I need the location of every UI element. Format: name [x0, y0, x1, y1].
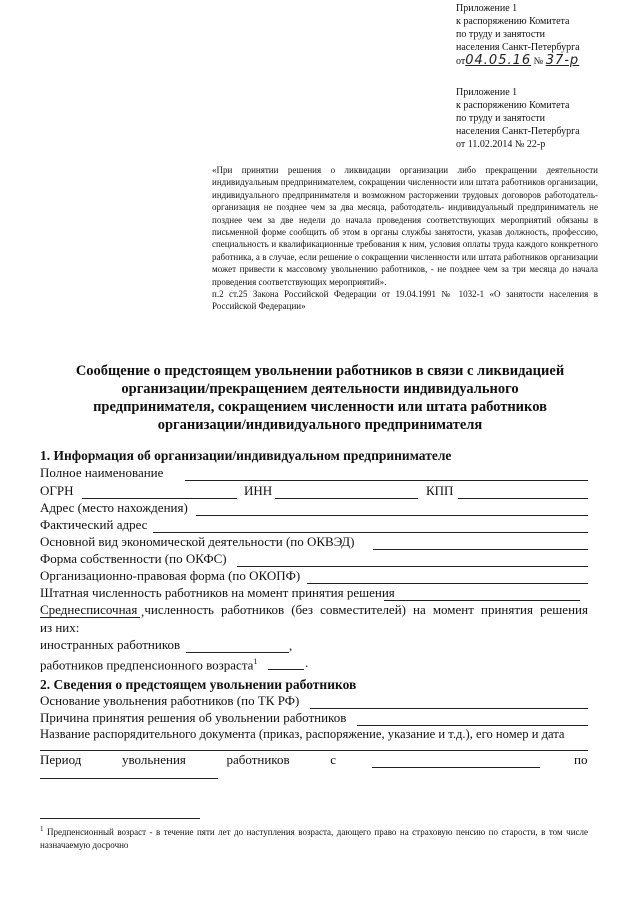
avg-count-label	[40, 602, 588, 617]
appendix-current	[456, 2, 626, 68]
avg-count-comma: ,	[141, 604, 145, 619]
appendix-line: Приложение 1	[456, 3, 518, 14]
footnote-rule	[40, 818, 200, 819]
appendix-line: Приложение 1	[456, 87, 518, 98]
okved-field[interactable]	[373, 549, 588, 550]
avg-word: момент	[432, 602, 474, 617]
dismissal-basis-label: Основание увольнения работников (по ТК РФ)	[40, 693, 300, 708]
avg-word: численность	[144, 602, 214, 617]
appendix-number-prefix: №	[533, 56, 544, 67]
footnote-mark: 1	[40, 825, 44, 833]
foreign-workers-comma: ,	[289, 638, 293, 653]
appendix-date-prefix: от	[456, 56, 466, 67]
full-name-label: Полное наименование	[40, 465, 164, 480]
avg-word: решения	[540, 602, 588, 617]
appendix-date-line	[456, 54, 626, 68]
foreign-workers-field[interactable]	[186, 652, 289, 653]
avg-count-field[interactable]	[40, 617, 140, 618]
period-word: работников	[226, 752, 290, 767]
okopf-label: Организационно-правовая форма (по ОКОПФ)	[40, 568, 301, 583]
quote-source: п.2 ст.25 Закона Российской Федерации от 19.04.1991 № 1032-1 «О занятости населения в Российской Федерации»	[212, 289, 598, 312]
avg-word: принятия	[481, 602, 533, 617]
period-word: увольнения	[121, 752, 186, 767]
inn-field[interactable]	[275, 498, 418, 499]
kpp-field[interactable]	[458, 498, 588, 499]
dismissal-reason-label: Причина принятия решения об увольнении работников	[40, 710, 347, 725]
ogrn-label: ОГРН	[40, 483, 74, 498]
avg-word: Среднесписочная	[40, 602, 138, 617]
actual-address-field[interactable]	[153, 532, 588, 533]
footnote-text: Предпенсионный возраст - в течение пяти лет до наступления возраста, дающего право на страховую пенсию по старости, в том числе назначаемую досрочно	[40, 827, 589, 850]
prepension-text: работников предпенсионного возраста	[40, 657, 254, 673]
period-from-field[interactable]	[372, 767, 540, 768]
ogrn-field[interactable]	[82, 498, 237, 499]
avg-word: совместителей)	[320, 602, 406, 617]
appendix-line: к распоряжению Комитета	[456, 16, 570, 27]
section1-heading: 1. Информация об организации/индивидуальном предпринимателе	[40, 448, 452, 463]
avg-word: (без	[291, 602, 314, 617]
actual-address-label: Фактический адрес	[40, 517, 148, 532]
footnote	[40, 823, 588, 851]
handwritten-date: 04.05.16	[465, 53, 532, 68]
footnote-ref: 1	[253, 657, 258, 666]
foreign-workers-label: иностранных работников	[40, 637, 181, 652]
period-word: с	[330, 752, 336, 767]
okopf-field[interactable]	[307, 583, 588, 584]
quote-paragraph: «При принятии решения о ликвидации организации либо прекращении деятельности индивидуальным предпринимателем, сокращении численности или штата работников организации, индивидуального предпринимателя и возможном расторжении трудовых договоров работодатель-организация не позднее чем за два месяца, работодатель- индивидуальный предприниматель не позднее чем за две недели до начала проведения соответствующих мероприятий обязаны в письменной форме сообщить об этом в органы службы занятости, указав должность, профессию, специальность и квалификационные требования к ним, условия оплаты труда каждого конкретного работника, а в случае, если решение о сокращении численности или штата работников организации может привести к массовому увольнению работников, - не позднее чем за три месяца до начала проведения соответствующих мероприятий».	[212, 165, 598, 287]
period-to-label: по	[574, 752, 588, 767]
appendix-line: населения Санкт-Петербурга	[456, 126, 580, 137]
section2-heading: 2. Сведения о предстоящем увольнении работников	[40, 677, 357, 692]
handwritten-number: 37-р	[545, 53, 580, 68]
address-field[interactable]	[196, 515, 588, 516]
inn-label: ИНН	[244, 483, 273, 498]
appendix-line: населения Санкт-Петербурга	[456, 42, 580, 53]
full-name-field[interactable]	[185, 480, 588, 481]
period-to-field[interactable]	[40, 778, 218, 779]
appendix-line: от 11.02.2014 № 22-р	[456, 139, 546, 150]
appendix-line: по труду и занятости	[456, 113, 546, 124]
kpp-label: КПП	[426, 483, 454, 498]
prepension-dot: .	[305, 655, 309, 670]
staff-count-label: Штатная численность работников на момент принятия решения	[40, 585, 395, 600]
dismissal-reason-field[interactable]	[357, 725, 588, 726]
period-word: Период	[40, 752, 82, 767]
law-quote	[212, 164, 598, 313]
avg-word: работников	[221, 602, 285, 617]
prepension-field[interactable]	[268, 669, 304, 670]
of-them-label: из них:	[40, 620, 80, 635]
order-document-label: Название распорядительного документа (приказ, распоряжение, указание и т.д.), его номер и дата	[40, 727, 565, 741]
appendix-previous	[456, 86, 626, 151]
avg-word: на	[413, 602, 426, 617]
appendix-line: к распоряжению Комитета	[456, 100, 570, 111]
okved-label: Основной вид экономической деятельности (по ОКВЭД)	[40, 534, 355, 549]
okfs-label: Форма собственности (по ОКФС)	[40, 551, 227, 566]
document-title: Сообщение о предстоящем увольнении работников в связи с ликвидацией организации/прекращением деятельности индивидуального предпринимателя, сокращением численности или штата работников организации/индивидуального предпринимателя	[75, 363, 565, 433]
staff-count-field[interactable]	[384, 600, 580, 601]
order-document-field[interactable]	[40, 750, 588, 751]
address-label: Адрес (место нахождения)	[40, 500, 188, 515]
prepension-label	[40, 654, 257, 672]
dismissal-basis-field[interactable]	[310, 708, 588, 709]
appendix-line: по труду и занятости	[456, 29, 546, 40]
okfs-field[interactable]	[237, 566, 588, 567]
period-label	[40, 752, 336, 767]
